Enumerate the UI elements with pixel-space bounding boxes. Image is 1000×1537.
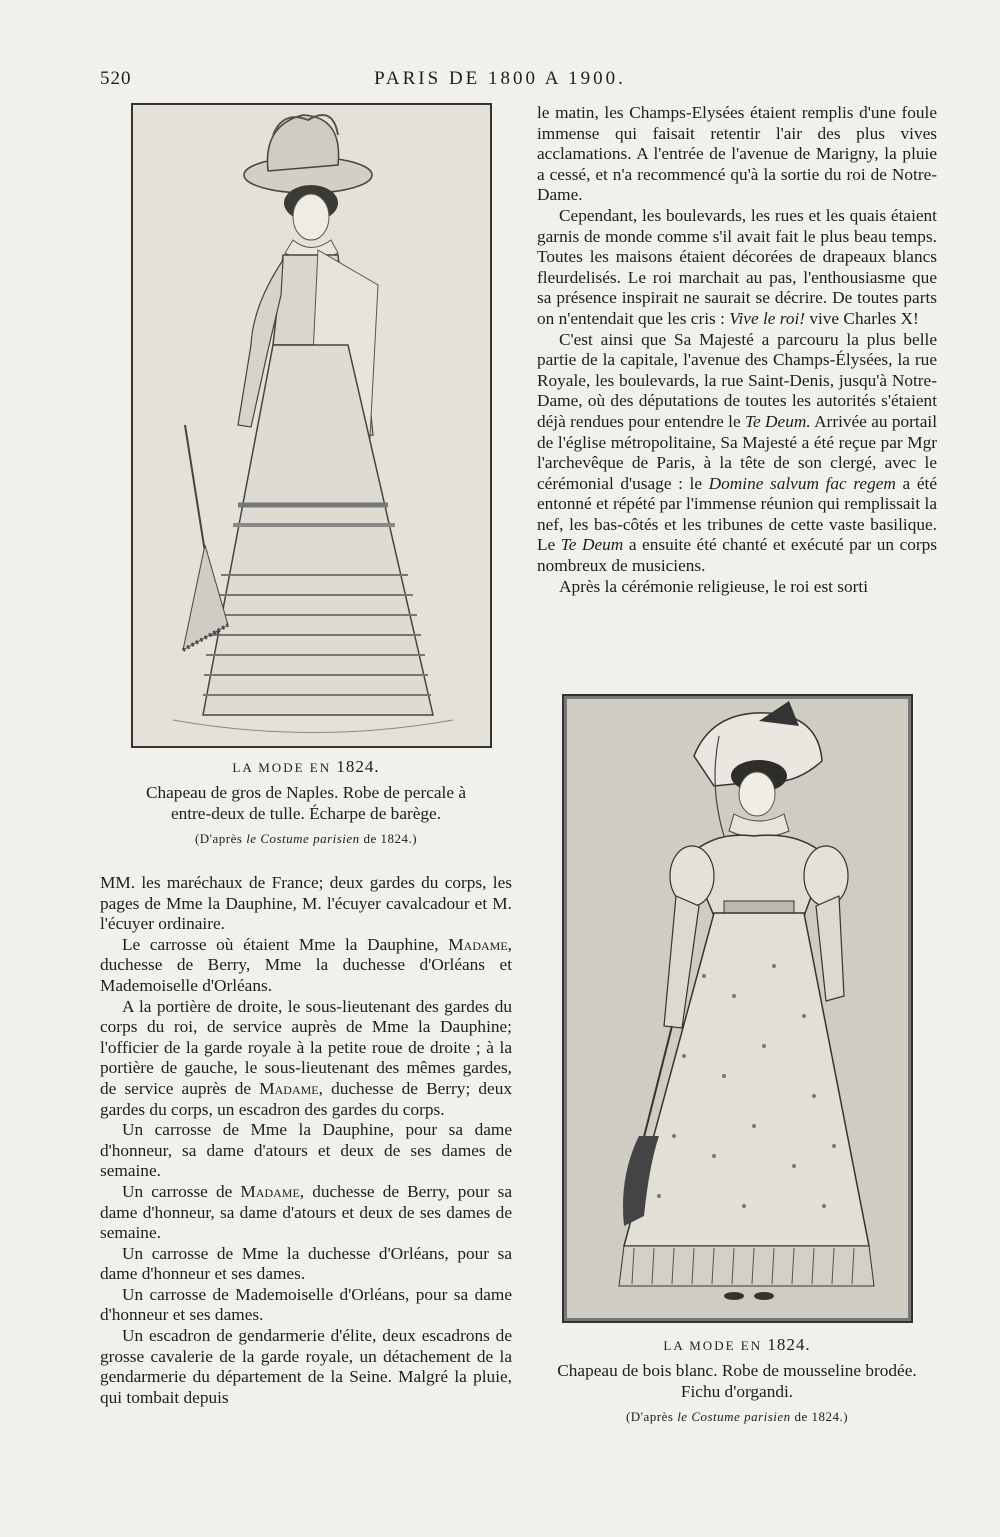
plate-2-label: LA MODE EN 1824. <box>663 1335 811 1354</box>
paragraph: MM. les maréchaux de France; deux gardes du corps, les pages de Mme la Dauphine, M. l'écuyer cavalcadour et M. l'écuyer ordinaire. <box>100 873 512 934</box>
plate-1-label: LA MODE EN 1824. <box>232 757 380 776</box>
plate-2-description: Chapeau de bois blanc. Robe de mousseline brodée. Fichu d'organdi. <box>557 1361 917 1401</box>
running-head <box>100 62 900 92</box>
paragraph: Un carrosse de Mademoiselle d'Orléans, pour sa dame d'honneur et ses dames. <box>100 1284 512 1325</box>
paragraph: le matin, les Champs-Elysées étaient remplis d'une foule immense qui faisait retentir l'air des plus vives acclamations. A l'entrée de l'avenue de Marigny, la pluie a cessé, et n'a recommencé qu'à la sortie du roi de Notre-Dame. <box>537 103 937 205</box>
paragraph: Cependant, les boulevards, les rues et les quais étaient garnis de monde comme s'il avait fait le plus beau temps. Toutes les maisons étaient décorées de drapeaux blancs fleurdelisés. Le roi marchait au pas, l'enthousiasme que sa présence inspirait ne saurait se décrire. De toutes parts on n'entendait que les cris : Vive le roi! vive Charles X! <box>537 205 937 328</box>
text-column-left <box>100 873 512 1408</box>
text-column-right <box>537 103 937 597</box>
plate-1-credit: (D'après le Costume parisien de 1824.) <box>194 831 418 847</box>
plate-1-caption <box>100 757 512 847</box>
plate-1-illustration <box>133 105 490 746</box>
paragraph: C'est ainsi que Sa Majesté a parcouru la plus belle partie de la capitale, l'avenue des Champs-Élysées, la rue Royale, les boulevards, la rue Saint-Denis, jusqu'à Notre-Dame, où des députations de toutes les autorités s'étaient déjà rendues pour entendre le Te Deum. Arrivée au portail de l'église métropolitaine, Sa Majesté a été reçue par Mgr l'archevêque de Paris, à la tête de son clergé, avec le cérémonial d'usage : le Domine salvum fac regem a été entonné et répété par l'immense réunion qui remplissait la nef, les bas-côtés et les tribunes de cette vaste basilique. Le Te Deum a ensuite été chanté et exécuté par un corps nombreux de musiciens. <box>537 329 938 576</box>
plate-2-credit: (D'après le Costume parisien de 1824.) <box>625 1409 849 1425</box>
plate-1-description: Chapeau de gros de Naples. Robe de percale à entre-deux de tulle. Écharpe de barège. <box>145 783 467 823</box>
plate-2-illustration <box>564 696 911 1321</box>
plate-2-caption <box>537 1335 937 1425</box>
paragraph: Le carrosse où étaient Mme la Dauphine, Madame, duchesse de Berry, Mme la duchesse d'Orléans et Mademoiselle d'Orléans. <box>100 934 512 995</box>
running-title: PARIS DE 1800 A 1900. <box>374 68 626 89</box>
fashion-plate-bonnet <box>562 694 913 1323</box>
paragraph: Un carrosse de Madame, duchesse de Berry, pour sa dame d'honneur, sa dame d'atours et deux de ses dames de semaine. <box>100 1181 512 1243</box>
paragraph: A la portière de droite, le sous-lieutenant des gardes du corps du roi, de service auprès de Mme la Dauphine; l'officier de la garde royale à la petite roue de droite ; à la portière de gauche, le sous-lieutenant des mêmes gardes, de service auprès de Madame, duchesse de Berry; deux gardes du corps, un escadron des gardes du corps. <box>100 996 512 1119</box>
paragraph: Un carrosse de Mme la Dauphine, pour sa dame d'honneur, sa dame d'atours et deux de ses dames de semaine. <box>100 1120 512 1181</box>
paragraph: Un carrosse de Mme la duchesse d'Orléans, pour sa dame d'honneur et ses dames. <box>100 1243 512 1284</box>
fashion-plate-straw-hat <box>131 103 492 748</box>
paragraph: Un escadron de gendarmerie d'élite, deux escadrons de grosse cavalerie de la garde royale, un détachement de la gendarmerie du département de la Seine. Malgré la pluie, qui tombait depuis <box>100 1326 512 1407</box>
page-number: 520 <box>100 68 132 89</box>
paragraph: Après la cérémonie religieuse, le roi est sorti <box>559 576 869 596</box>
